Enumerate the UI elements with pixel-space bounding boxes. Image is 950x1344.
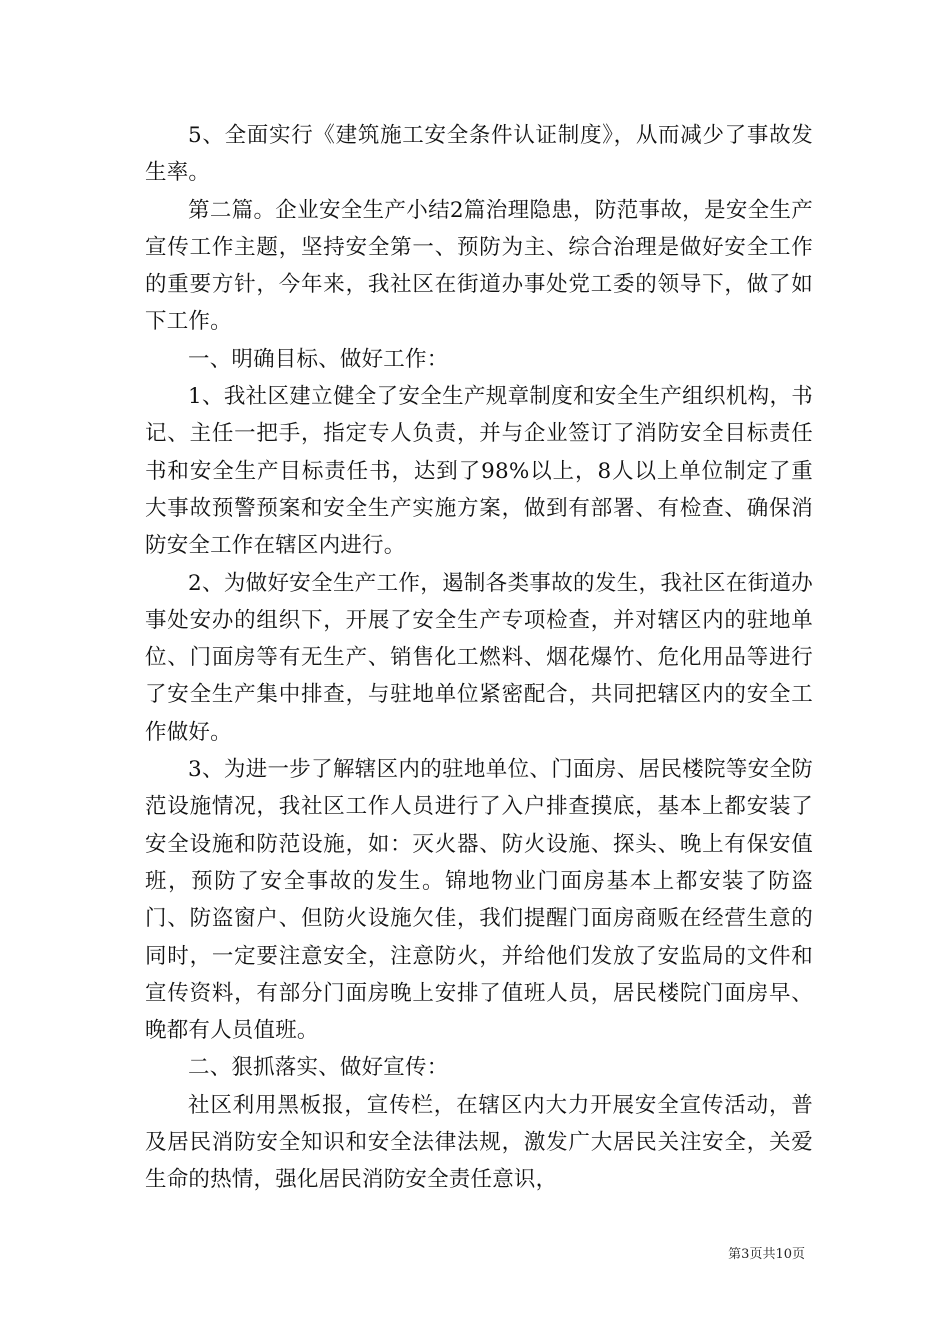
document-body <box>145 117 813 1199</box>
page-number-footer: 第3页共10页 <box>728 1247 805 1262</box>
paragraph-publicity: 社区利用黑板报，宣传栏，在辖区内大力开展安全宣传活动，普及居民消防安全知识和安全法律法规，激发广大居民关注安全，关爱生命的热情，强化居民消防安全责任意识， <box>145 1092 813 1193</box>
paragraph-item-2-inspection: 2、为做好安全生产工作，遏制各类事故的发生，我社区在街道办事处安办的组织下，开展了安全生产专项检查，并对辖区内的驻地单位、门面房等有无生产、销售化工燃料、烟花爆竹、危化用品等进行了安全生产集中排查，与驻地单位紧密配合，共同把辖区内的安全工作做好。 <box>145 570 813 745</box>
section-heading-goals: 一、明确目标、做好工作： <box>188 346 449 372</box>
paragraph-item-1-rules: 1、我社区建立健全了安全生产规章制度和安全生产组织机构，书记、主任一把手，指定专人负责，并与企业签订了消防安全目标责任书和安全生产目标责任书，达到了98%以上，8人以上单位制定了重大事故预警预案和安全生产实施方案，做到有部署、有检查、确保消防安全工作在辖区内进行。 <box>145 384 813 559</box>
paragraph-part-two-intro: 第二篇。企业安全生产小结2篇治理隐患，防范事故，是安全生产宣传工作主题，坚持安全第一、预防为主、综合治理是做好安全工作的重要方针，今年来，我社区在街道办事处党工委的领导下，做了如下工作。 <box>145 197 813 335</box>
section-heading-publicity: 二、狠抓落实、做好宣传： <box>188 1055 449 1081</box>
paragraph-item-5-certification: 5、全面实行《建筑施工安全条件认证制度》，从而减少了事故发生率。 <box>145 123 813 186</box>
paragraph-item-3-facilities: 3、为进一步了解辖区内的驻地单位、门面房、居民楼院等安全防范设施情况，我社区工作人员进行了入户排查摸底，基本上都安装了安全设施和防范设施，如：灭火器、防火设施、探头、晚上有保安值班，预防了安全事故的发生。锦地物业门面房基本上都安装了防盗门、防盗窗户、但防火设施欠佳，我们提醒门面房商贩在经营生意的同时，一定要注意安全，注意防火，并给他们发放了安监局的文件和宣传资料，有部分门面房晚上安排了值班人员，居民楼院门面房早、晚都有人员值班。 <box>145 757 813 1044</box>
